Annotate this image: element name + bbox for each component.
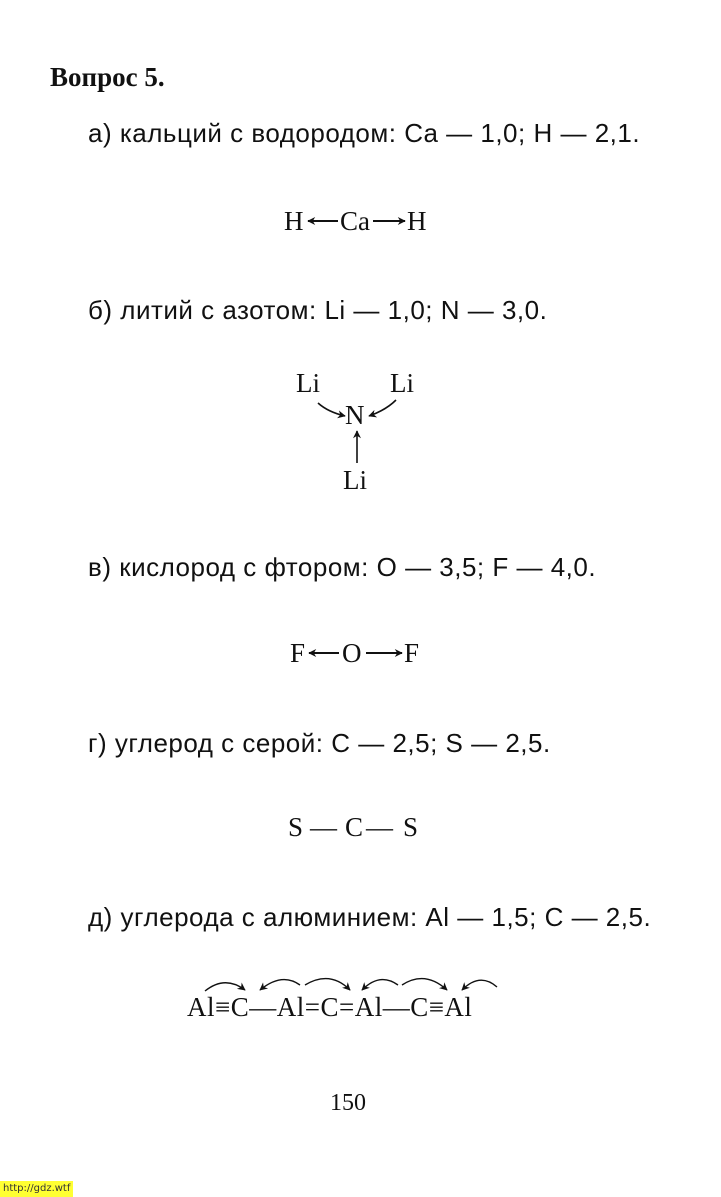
page-number: 150 xyxy=(330,1090,366,1116)
formula-a-center: Ca xyxy=(340,206,370,236)
item-a-text: а) кальций с водородом: Ca — 1,0; H — 2,1. xyxy=(88,118,641,148)
formula-b-li-right: Li xyxy=(390,368,414,398)
formula-c-right: F xyxy=(404,638,420,668)
formula-d-right: S xyxy=(403,812,419,842)
item-b-text: б) литий с азотом: Li — 1,0; N — 3,0. xyxy=(88,295,548,325)
arrow-e-5 xyxy=(402,979,447,990)
arrow-b-right xyxy=(369,400,396,416)
formula-b-li-left: Li xyxy=(296,368,320,398)
arrow-e-3 xyxy=(305,979,350,990)
formula-b-center: N xyxy=(345,400,365,430)
formula-d-dash1: — xyxy=(310,812,337,842)
formula-c-left: F xyxy=(290,638,306,668)
formula-a-right: H xyxy=(407,206,427,236)
question-title: Вопрос 5. xyxy=(50,62,165,92)
arrow-e-4 xyxy=(362,980,398,990)
formula-c-center: O xyxy=(342,638,362,668)
watermark: http://gdz.wtf xyxy=(0,1181,73,1197)
item-e-text: д) углерода с алюминием: Al — 1,5; C — 2,5. xyxy=(88,902,652,932)
formula-e-chain: Al≡C—Al=C=Al—C≡Al xyxy=(187,992,473,1022)
formula-a-left: H xyxy=(284,206,304,236)
formula-b-li-bottom: Li xyxy=(343,465,367,495)
arrow-b-left xyxy=(318,403,345,416)
item-d-text: г) углерод с серой: C — 2,5; S — 2,5. xyxy=(88,728,551,758)
arrow-e-6 xyxy=(462,980,497,990)
item-c-text: в) кислород с фтором: O — 3,5; F — 4,0. xyxy=(88,552,597,582)
formula-d-left: S xyxy=(288,812,304,842)
arrow-e-1 xyxy=(205,983,245,991)
formula-d-center: C xyxy=(345,812,364,842)
formula-d-dash2: — xyxy=(366,812,393,842)
arrow-e-2 xyxy=(260,980,300,990)
